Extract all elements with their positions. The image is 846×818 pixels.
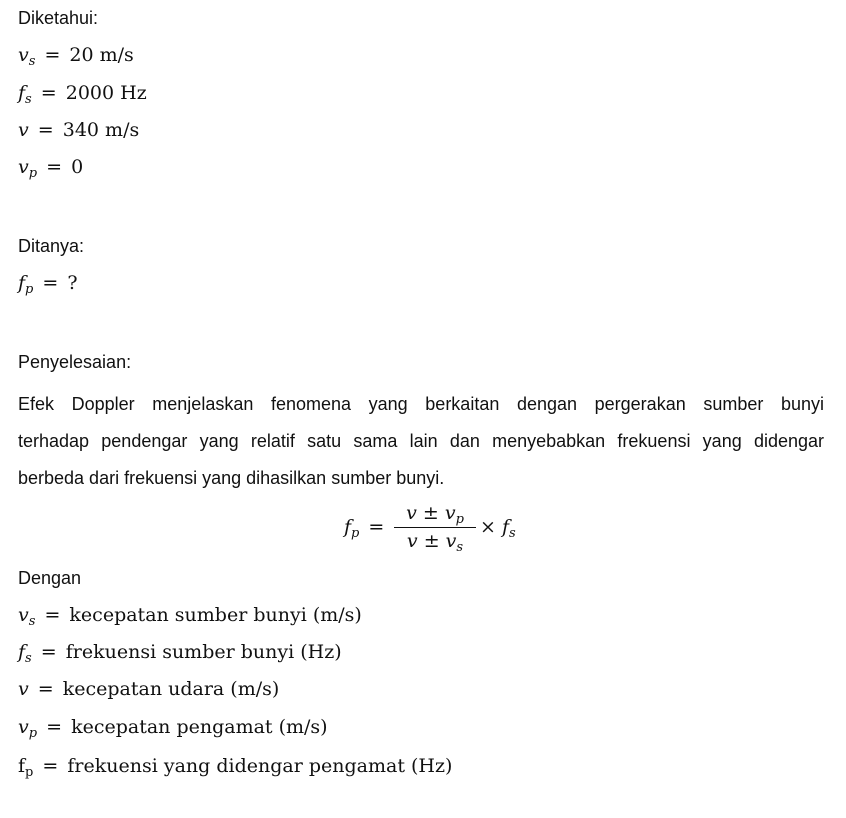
def-fp-equals: =	[42, 755, 59, 777]
def-vp	[18, 716, 328, 741]
given-fs-equals: =	[40, 82, 57, 104]
given-v-value: 340 m/s	[62, 119, 140, 141]
def-vs	[18, 604, 362, 629]
def-vp-var: v	[18, 716, 29, 738]
formula-rhs	[480, 516, 516, 541]
given-fs-sub: s	[25, 92, 32, 107]
def-vs-equals: =	[44, 604, 61, 626]
paragraph-line-3: berbeda dari frekuensi yang dihasilkan sumber bunyi.	[18, 468, 445, 488]
def-vs-desc: kecepatan sumber bunyi (m/s)	[69, 604, 362, 626]
paragraph-line-1: Efek Doppler menjelaskan fenomena yang berkaitan dengan pergerakan sumber bunyi	[18, 394, 824, 414]
def-v-equals: =	[37, 678, 54, 700]
def-fp-var: f	[18, 755, 26, 777]
denominator-vs: v	[445, 530, 457, 552]
given-vs-var: v	[18, 44, 29, 66]
given-vs-sub: s	[28, 54, 36, 69]
def-fs	[18, 641, 342, 666]
denominator-v: v	[406, 530, 418, 552]
formula-numerator	[394, 500, 476, 527]
given-fs	[18, 82, 147, 107]
def-fs-equals: =	[40, 641, 57, 663]
def-fs-desc: frekuensi sumber bunyi (Hz)	[65, 641, 342, 663]
asked-fp-sub: p	[25, 282, 34, 297]
given-vs	[18, 44, 134, 69]
explanation-paragraph	[18, 386, 824, 497]
given-vp-var: v	[18, 156, 29, 178]
def-vs-var: v	[18, 604, 29, 626]
asked-fp-value: ?	[67, 272, 78, 294]
def-fs-sub: s	[25, 651, 32, 666]
formula-times: ×	[480, 516, 496, 538]
given-vp-value: 0	[71, 156, 84, 178]
doppler-formula	[344, 500, 524, 560]
given-v-var: v	[18, 119, 29, 141]
formula-fraction	[394, 500, 476, 555]
given-v-equals: =	[37, 119, 54, 141]
formula-lhs	[344, 516, 387, 541]
given-vs-value: 20 m/s	[69, 44, 134, 66]
numerator-vp-sub: p	[455, 512, 464, 527]
numerator-plus-minus: ±	[422, 502, 439, 524]
formula-rhs-var: f	[501, 516, 510, 538]
def-vp-equals: =	[46, 716, 63, 738]
asked-fp-equals: =	[42, 272, 59, 294]
def-fp-sub: p	[25, 765, 34, 780]
def-vp-sub: p	[28, 726, 38, 741]
paragraph-line-2: terhadap pendengar yang relatif satu sama lain dan menyebabkan frekuensi yang didengar	[18, 431, 824, 451]
def-fs-var: f	[18, 641, 26, 663]
numerator-v: v	[406, 502, 417, 524]
formula-denominator	[394, 528, 476, 555]
def-fp-desc: frekuensi yang didengar pengamat (Hz)	[67, 755, 453, 777]
given-v	[18, 119, 139, 141]
asked-fp	[18, 272, 78, 297]
numerator-vp: v	[444, 502, 456, 524]
ditanya-heading: Ditanya:	[18, 236, 85, 256]
given-fs-value: 2000 Hz	[65, 82, 147, 104]
given-vp-equals: =	[46, 156, 63, 178]
asked-fp-var: f	[18, 272, 26, 294]
def-vs-sub: s	[28, 614, 36, 629]
def-v-desc: kecepatan udara (m/s)	[62, 678, 280, 700]
given-vp	[18, 156, 84, 181]
formula-lhs-sub: p	[351, 526, 360, 541]
given-vp-sub: p	[28, 166, 38, 181]
def-vp-desc: kecepatan pengamat (m/s)	[71, 716, 328, 738]
formula-rhs-sub: s	[509, 526, 516, 541]
def-fp	[18, 755, 453, 780]
given-fs-var: f	[18, 82, 26, 104]
dengan-heading: Dengan	[18, 568, 82, 588]
formula-lhs-var: f	[344, 516, 352, 538]
formula-equals: =	[368, 516, 385, 538]
diketahui-heading: Diketahui:	[18, 8, 99, 28]
denominator-vs-sub: s	[456, 540, 464, 555]
denominator-plus-minus: ±	[423, 530, 440, 552]
penyelesaian-heading: Penyelesaian:	[18, 352, 132, 372]
given-vs-equals: =	[44, 44, 61, 66]
def-v	[18, 678, 279, 700]
def-v-var: v	[18, 678, 29, 700]
